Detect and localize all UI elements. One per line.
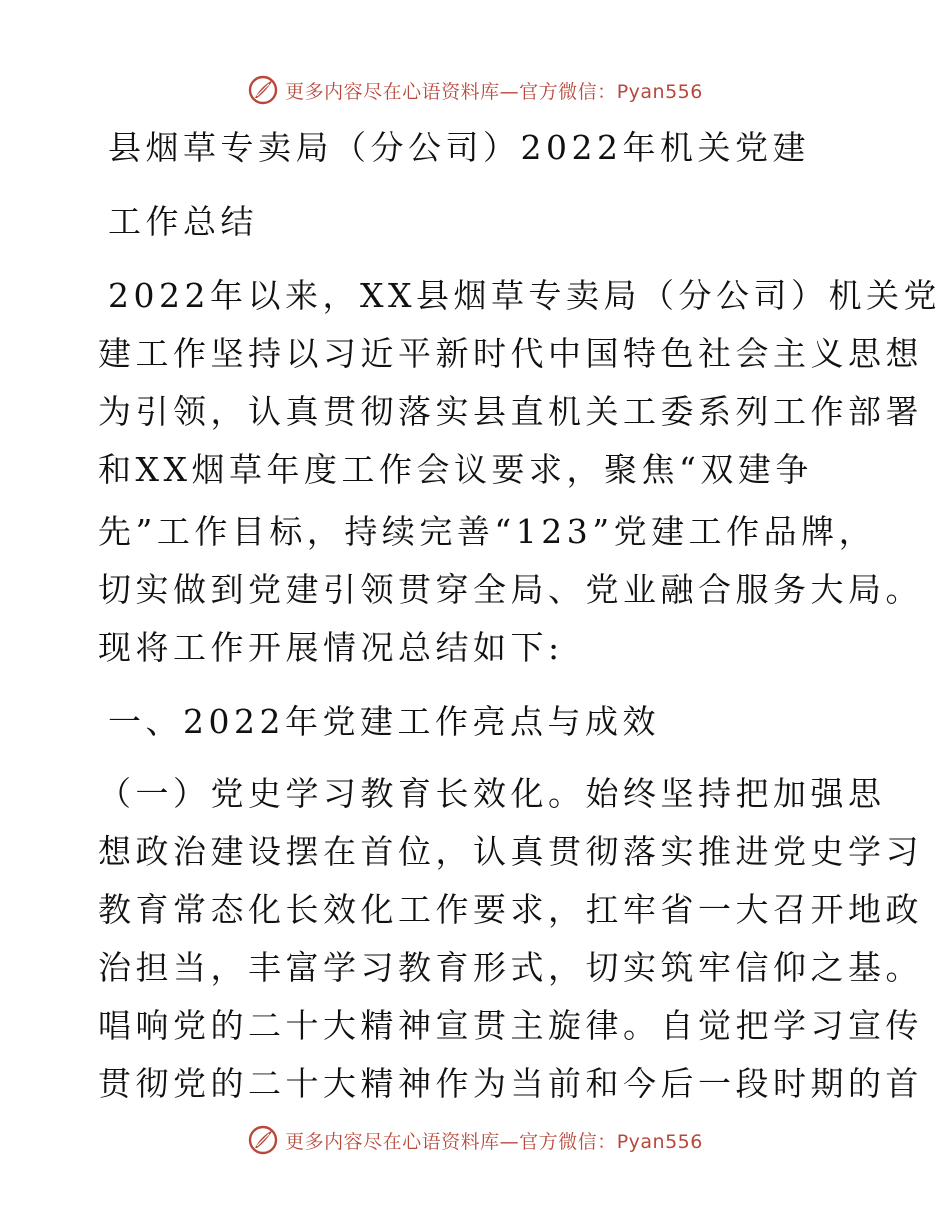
feather-pen-logo-icon	[247, 1124, 279, 1156]
watermark-text: 更多内容尽在心语资料库—官方微信：Pyan556	[285, 80, 703, 103]
intro-line-3: 为引领，认真贯彻落实县直机关工委系列工作部署	[98, 392, 923, 431]
intro-line-6: 切实做到党建引领贯穿全局、党业融合服务大局。	[98, 570, 923, 609]
document-title-line-1: 县烟草专卖局（分公司）2022年机关党建	[108, 128, 810, 167]
section-1-heading: 一、2022年党建工作亮点与成效	[108, 702, 660, 741]
intro-line-5: 先”工作目标，持续完善“123”党建工作品牌，	[98, 512, 877, 551]
intro-line-2: 建工作坚持以习近平新时代中国特色社会主义思想	[98, 334, 923, 373]
section-1-line-1: （一）党史学习教育长效化。始终坚持把加强思	[98, 774, 886, 813]
feather-pen-logo-icon	[247, 74, 279, 106]
intro-line-1: 2022年以来，XX县烟草专卖局（分公司）机关党	[108, 276, 941, 315]
document-title-line-2: 工作总结	[108, 202, 258, 241]
section-1-line-2: 想政治建设摆在首位，认真贯彻落实推进党史学习	[98, 832, 923, 871]
section-1-line-5: 唱响党的二十大精神宣贯主旋律。自觉把学习宣传	[98, 1006, 923, 1045]
section-1-line-4: 治担当，丰富学习教育形式，切实筑牢信仰之基。	[98, 948, 923, 987]
watermark-header	[0, 72, 950, 108]
watermark-text: 更多内容尽在心语资料库—官方微信：Pyan556	[285, 1130, 703, 1153]
intro-line-7: 现将工作开展情况总结如下:	[98, 628, 564, 667]
watermark-footer	[0, 1122, 950, 1158]
section-1-line-6: 贯彻党的二十大精神作为当前和今后一段时期的首	[98, 1064, 923, 1103]
section-1-line-3: 教育常态化长效化工作要求，扛牢省一大召开地政	[98, 890, 923, 929]
intro-line-4: 和XX烟草年度工作会议要求，聚焦“双建争	[98, 450, 813, 489]
